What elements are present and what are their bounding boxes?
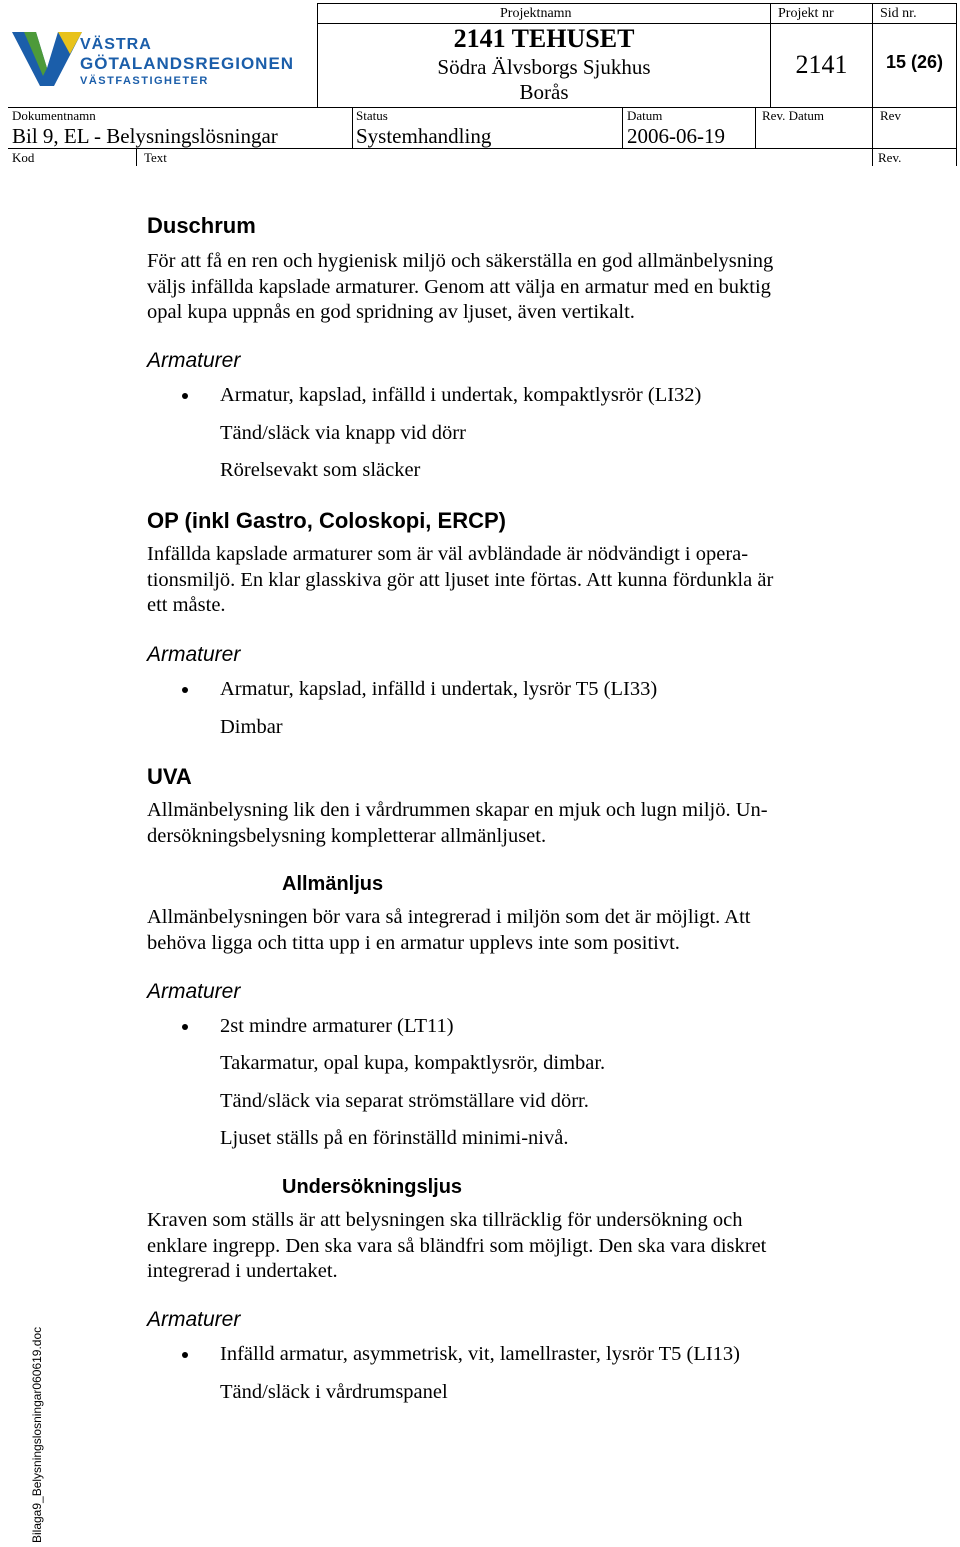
sub-item: Tänd/släck via separat strömställare vid dörr. <box>220 1090 589 1112</box>
document-status: Systemhandling <box>356 124 492 148</box>
project-title: 2141 TEHUSET <box>453 24 635 53</box>
vastra-gotalandsregionen-logo <box>10 28 310 90</box>
datum-label: Datum <box>627 108 663 123</box>
paragraph-line: För att få en ren och hygienisk miljö och säkerställa en god allmänbelysning <box>147 250 774 272</box>
paragraph-line: opal kupa uppnås en god spridning av ljuset, även vertikalt. <box>147 301 635 323</box>
paragraph-line: Allmänbelysningen bör vara så integrerad i miljön som det är möjligt. Att <box>147 906 751 928</box>
armaturer-label: Armaturer <box>147 980 241 1003</box>
rev-column-label: Rev. <box>878 150 902 165</box>
paragraph-line: Allmänbelysning lik den i vårdrummen skapar en mjuk och lugn miljö. Un- <box>147 799 768 821</box>
bullet-item: Armatur, kapslad, infälld i undertak, lysrör T5 (LI33) <box>220 678 658 700</box>
heading-op: OP (inkl Gastro, Coloskopi, ERCP) <box>147 508 506 533</box>
logo-line-2: GÖTALANDSREGIONEN <box>80 54 295 73</box>
bullet-dot <box>182 1352 188 1358</box>
paragraph-line: Kraven som ställs är att belysningen ska tillräcklig för undersökning och <box>147 1209 743 1231</box>
sub-item: Dimbar <box>220 716 283 738</box>
bullet-dot <box>182 393 188 399</box>
paragraph-line: integrerad i undertaket. <box>147 1260 338 1282</box>
project-number: 2141 <box>795 50 848 79</box>
bullet-item: Infälld armatur, asymmetrisk, vit, lamellraster, lysrör T5 (LI13) <box>220 1343 741 1365</box>
logo-line-1: VÄSTRA <box>80 36 152 53</box>
text-label: Text <box>144 150 167 165</box>
document-name: Bil 9, EL - Belysningslösningar <box>12 124 278 148</box>
status-label: Status <box>356 108 388 123</box>
bullet-dot <box>182 687 188 693</box>
sub-item: Rörelsevakt som släcker <box>220 459 421 481</box>
sid-nr-label: Sid nr. <box>880 6 917 21</box>
rev-label: Rev <box>880 108 901 123</box>
uva-paragraph <box>147 798 847 849</box>
sub-item: Takarmatur, opal kupa, kompaktlysrör, dimbar. <box>220 1052 606 1074</box>
kod-label: Kod <box>12 150 35 165</box>
sub-item: Ljuset ställs på en förinställd minimi-nivå. <box>220 1127 569 1149</box>
armaturer-label: Armaturer <box>147 349 241 372</box>
bullet-dot <box>182 1024 188 1030</box>
duschrum-paragraph <box>147 249 847 326</box>
document-date: 2006-06-19 <box>627 124 725 148</box>
project-subtitle-hospital: Södra Älvsborgs Sjukhus <box>437 55 651 79</box>
page-number: 15 (26) <box>885 52 944 72</box>
heading-undersokningsljus: Undersökningsljus <box>282 1176 463 1198</box>
allmanljus-paragraph <box>147 905 847 956</box>
op-paragraph <box>147 542 847 619</box>
paragraph-line: dersökningsbelysning kompletterar allmänljuset. <box>147 824 547 847</box>
project-subtitle-city: Borås <box>519 80 569 104</box>
bullet-item: 2st mindre armaturer (LT11) <box>220 1015 454 1037</box>
sub-item: Tänd/släck via knapp vid dörr <box>220 422 466 444</box>
rev-datum-label: Rev. Datum <box>762 108 824 123</box>
logo-mark-icon <box>10 28 84 88</box>
paragraph-line: väljs infällda kapslade armaturer. Genom att välja en armatur med en buktig <box>147 275 771 298</box>
paragraph-line: Infällda kapslade armaturer som är väl avbländade är nödvändigt i opera- <box>147 543 749 565</box>
armaturer-label: Armaturer <box>147 643 241 666</box>
paragraph-line: behöva ligga och titta upp i en armatur upplevs inte som positivt. <box>147 931 680 954</box>
side-filename: Bilaga9_Belysningslosningar060619.doc <box>30 1326 44 1543</box>
projektnamn-label: Projektnamn <box>500 6 572 21</box>
projekt-nr-label: Projekt nr <box>778 6 834 21</box>
heading-duschrum: Duschrum <box>147 213 256 238</box>
logo-line-3: VÄSTFASTIGHETER <box>80 75 209 87</box>
bullet-item: Armatur, kapslad, infälld i undertak, kompaktlysrör (LI32) <box>220 384 702 406</box>
undersokningsljus-paragraph <box>147 1208 847 1285</box>
paragraph-line: tionsmiljö. En klar glasskiva gör att ljuset inte förtas. Att kunna fördunkla är <box>147 568 774 591</box>
armaturer-label: Armaturer <box>147 1308 241 1331</box>
heading-allmanljus: Allmänljus <box>282 873 384 895</box>
dokumentnamn-label: Dokumentnamn <box>12 108 96 123</box>
paragraph-line: ett måste. <box>147 594 226 616</box>
paragraph-line: enklare ingrepp. Den ska vara så bländfri som möjligt. Den ska vara diskret <box>147 1234 767 1257</box>
sub-item: Tänd/släck i vårdrumspanel <box>220 1381 448 1403</box>
heading-uva: UVA <box>147 764 192 789</box>
